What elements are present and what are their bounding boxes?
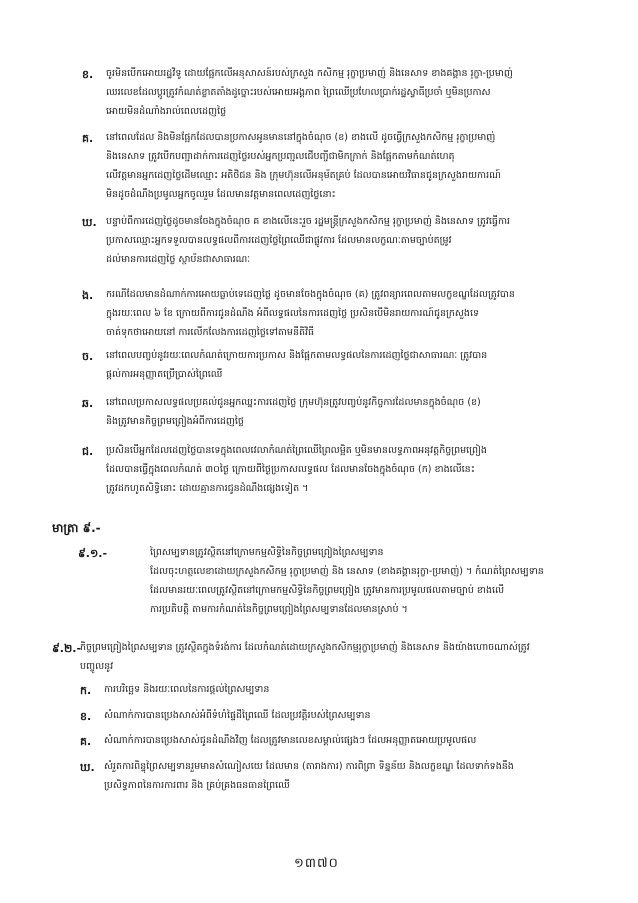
item-line: ផ្តល់ការអនុញ្ញាតប្រើប្រាស់ព្រៃឈើ (106, 369, 223, 380)
sub-clause-9-2-line: បញ្ចូលនូវ (80, 661, 114, 672)
sub-clause-9-1-line: ដែលមានរយៈពេលត្រូវស្ថិតនៅក្រោមកម្មសិទ្ធិនៃកិច្ចព្រមព្រៀង ត្រូវមានការប្រមូលផលតាមច្បាប់ ខាងលើ (150, 585, 505, 596)
article-heading: មាត្រា ៩.- (52, 521, 101, 535)
sub-clause-9-1-line: ដែលចុះហត្ថលេខាដោយក្រសួងកសិកម្ម រុក្ខាប្រមាញ់ និង នេសាទ (ខាងគង្គានរុក្ខា-ប្រមាញ់) ។ កំណត់ព្រៃសម្បទាន (150, 566, 544, 577)
list-item-text: សំណាក់ការបានប្រេងសាស់ជូនដំណឹងវិញ ដែលត្រូវមានលេខសម្គាល់ផ្សេងៗ ដែលអនុញ្ញាតអោយប្រមូលផល (104, 735, 477, 746)
item-marker: ឃ. (82, 216, 97, 229)
item-marker: ង. (82, 289, 94, 302)
item-marker: គ. (82, 132, 94, 145)
item-line: និងត្រូវមានកិច្ចព្រមព្រៀងអំពីការដេញថ្លៃ (106, 416, 244, 427)
list-item-text: សំរួតការពិន្ទុព្រៃសម្បទានរួមមានសំណៀសយេ ដែលមាន (តារាងការ) ការពិព្រា ទិន្នន័យ និងលក្ខខណ្ឌ ដែលទាក់ទងនឹង (104, 761, 514, 772)
item-marker: ខ. (82, 68, 94, 81)
item-line: នៅពេលប្រកាសលទ្ធផលប្រគល់ជូនអ្នកឈ្នះការដេញថ្លៃ ក្រុមហ៊ុនត្រូវបញ្ចប់នូវកិច្ចការដែលមានក្នុងចំណុច (ខ) (106, 397, 481, 408)
item-line: ដល់មានការដេញថ្លៃ ស្ថាប័នជាសាធារណៈ (106, 254, 251, 265)
item-line: ឈរលេខដែលប្តូរត្រូវកំណត់ខ្លាតតាំងដូច្នោះរបស់អោយអង្គភាព ព្រៃឈើប្រហែលប្រាក់រដ្ឋស្វាធីប្រចាំ ឬមិនប្រកាស (106, 87, 491, 98)
item-line: នៅពេលដែល និងមិនផ្អែកដែលបានប្រកាសអូនមាននៅក្នុងចំណុច (ខ) ខាងលើ ដូចធ្វើក្រសួងកសិកម្ម រុក្ខាប្រមាញ់ (106, 132, 496, 143)
item-marker: ជ. (82, 445, 94, 458)
list-item-text: ប្រសិទ្ធភាពនៃការការពារ និង គ្រប់គ្រងធនធានព្រៃឈើ (104, 780, 290, 791)
item-line: ក្នុងរយៈពេល ៦ ខែ ក្រោយពីការជូនដំណឹង អំពីលទ្ធផលនៃការដេញថ្លៃ ប្រសិនបើមិនរាយការណ៍ជូនក្រសួងទេ (106, 308, 479, 319)
item-line: អោយមិនដំណាំងរាល់ពេលដេញថ្លៃ (106, 106, 227, 117)
item-marker: ឆ. (82, 397, 94, 410)
item-line: បន្ទាប់ពីការដេញថ្លៃដូចមានចែងក្នុងចំណុច គ ខាងលើនេះរួច រដ្ឋមន្ត្រីក្រសួងកសិកម្ម រុក្ខាប្រមាញ់ និងនេសាទ ត្រូវធ្វើការ (106, 216, 511, 227)
sub-clause-9-1-number: ៩.១.- (78, 547, 108, 560)
item-line: ប្រសិនបើអ្នកដែលដេញថ្លៃបានទេក្នុងពេលវេលាកំណត់ព្រៃឈើព្រៃលម្អិត ឬមិនមានលទ្ធភាពអនុវត្តកិច្ចព្រមព្រៀង (106, 445, 487, 456)
page-number: ១៣៧០ (294, 856, 339, 871)
sub-clause-9-2-line: កិច្ចព្រមព្រៀងព្រៃសម្បទាន ត្រូវស្ថិតក្នុងទំរង់ការ ដែលកំណត់ដោយក្រសួងកសិកម្មរុក្ខាប្រមាញ់ និងនេសាទ និងយ៉ាងហោចណាស់ត្រូវ (80, 642, 530, 653)
sub-clause-9-2-number: ៩.២.- (52, 642, 82, 655)
list-marker: ក. (80, 684, 92, 697)
item-line: និងនេសាទ ត្រូវបើកបញ្ជាដាក់ការដេញថ្លៃរបស់អ្នកប្រញ្ជលជើបញ្ចីជាមិកក្រាក់ និងផ្អែកតាមកំណត់ហេតុ (106, 151, 455, 162)
item-line: មិនដូចដំណឹងប្រមូលអ្នកចូលរួម ដែលមានវត្តមានពេលដេញថ្លៃនោះ (106, 189, 336, 200)
item-line: ប្រកាសឈ្មោះអ្នកទទួលបានលទ្ធផលពីការដេញថ្លៃព្រៃឈើជាផ្លូវការ ដែលមានលក្ខណៈតាមច្បាប់តម្រូវ (106, 235, 452, 246)
item-line: នៅពេលបញ្ចប់នូវរយៈពេលកំណត់ក្រោយការប្រកាស និងផ្អែកតាមលទ្ធផលនៃការដេញថ្លៃជាសាធារណៈ ត្រូវបាន (106, 350, 488, 361)
item-line: ដែលបានធ្វើក្នុងពេលកំណត់ ៣០ថ្ងៃ ក្រោយពីថ្ងៃប្រកាសលទ្ធផល ដែលមានចែងក្នុងចំណុច (ក) ខាងលើនេះ (106, 464, 475, 475)
sub-clause-9-1-line: ព្រៃសម្បទានត្រូវស្ថិតនៅក្រោមកម្មសិទ្ធិនៃកិច្ចព្រមព្រៀងព្រៃសម្បទាន (150, 547, 384, 558)
item-marker: ច. (82, 350, 94, 363)
item-line: ចូរមិនបើកអោយរដ្ឋវិទូ ដោយផ្អែកលើអនុសាសន៍របស់ក្រសួង កសិកម្ម រុក្ខាប្រមាញ់ និងនេសាទ ខាងគង្គាន រុក្ខា-ប្រមាញ់ (106, 68, 513, 79)
item-line: លើវត្តមានអ្នកដេញថ្លៃដើមឈ្មោះ អតិថិជន និង ក្រុមហ៊ុនលើអនុម័តគ្រប់ ដែលបានអោយវិធានជូនក្រសួងរាយការណ៍ (106, 170, 501, 181)
item-line: ចាត់ទុកថាអោយនៅ ការលើកលែងការដេញថ្លៃទៅតាមនីតិវិធី (106, 327, 315, 338)
list-item-text: ការបរិច្ឆេទ និងរយៈពេលនៃការផ្តល់ព្រៃសម្បទាន (104, 684, 270, 695)
list-item-text: សំណាក់ការបានប្រេងសាស់អំពីទំហំផ្ទៃដីព្រៃឈើ ដែលប្រវត្តិរបស់ព្រៃសម្បទាន (104, 710, 371, 721)
list-marker: ឃ. (80, 761, 95, 774)
item-line: ករណីដែលមានដំណាក់ការអោយធ្លាប់ទេដេញថ្លៃ ដូចមានចែងក្នុងចំណុច (គ) ត្រូវពន្យារពេលតាមលក្ខខណ្ឌដែលត្រូវបាន (106, 289, 515, 300)
item-line: ត្រូវដកហូតសិទ្ធិនោះ ដោយគ្មានការជូនដំណឹងផ្សេងទៀត ។ (106, 483, 309, 494)
list-marker: ខ. (80, 710, 92, 723)
sub-clause-9-1-line: ការប្រតិបត្តិ តាមការកំណត់នៃកិច្ចព្រមព្រៀងព្រៃសម្បទានដែលមានស្រាប់ ។ (150, 604, 408, 615)
list-marker: គ. (80, 735, 92, 748)
